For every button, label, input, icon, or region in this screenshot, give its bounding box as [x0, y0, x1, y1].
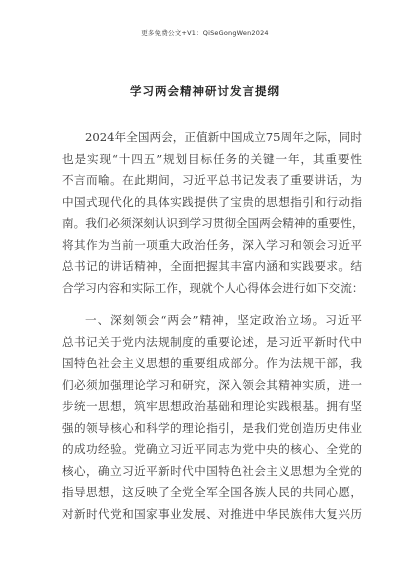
paragraph-1-line-2: 也是实现“十四五”规划目标任务的关键一年，其重要性: [62, 151, 362, 166]
paragraph-2-line-1: 一、深刻领会“两会”精神，坚定政治立场。习近平: [85, 313, 362, 327]
paragraph-gap: [62, 299, 362, 310]
paragraph-2-line-5: 步统一思想，筑牢思想政治基础和理论实践根基。拥有坚: [62, 399, 362, 413]
paragraph-1-line-7: 总书记的讲话精神，全面把握其丰富内涵和实践要求。结: [62, 259, 362, 273]
paragraph-2-line-7: 的成功经验。党确立习近平同志为党中央的核心、全党的: [62, 442, 362, 456]
paragraph-2-line-9: 指导思想，这反映了全党全军全国各族人民的共同心愿，: [62, 485, 362, 499]
paragraph-2-line-2: 总书记关于党内法规制度的重要论述，是习近平新时代中: [62, 334, 362, 349]
paragraph-1-line-3: 不言而喻。在此期间，习近平总书记发表了重要讲话，为: [62, 173, 362, 187]
header-note: 更多免费公文+V1：QiSeGongWen2024: [141, 29, 269, 37]
paragraph-2-line-4: 们必须加强理论学习和研究，深入领会其精神实质，进一: [62, 377, 362, 392]
paragraph-2-line-10: 对新时代党和国家事业发展、对推进中华民族伟大复兴历: [62, 506, 362, 521]
document-body: [62, 127, 362, 525]
paragraph-1-line-4: 中国式现代化的具体实践提供了宝贵的思想指引和行动指: [62, 194, 362, 209]
paragraph-1-line-6: 将其作为当前一项重大政治任务，深入学习和领会习近平: [62, 237, 362, 252]
paragraph-2-line-6: 强的领导核心和科学的理论指引，是我们党创造历史伟业: [62, 420, 362, 435]
paragraph-2-line-3: 国特色社会主义思想的重要组成部分。作为法规干部，我: [62, 356, 362, 370]
page-title: 学习两会精神研讨发言提纲: [130, 84, 280, 98]
paragraph-2-line-8: 核心，确立习近平新时代中国特色社会主义思想为全党的: [62, 463, 362, 478]
paragraph-1-line-1: 2024年全国两会，正值新中国成立75周年之际，同时: [85, 130, 362, 144]
paragraph-1-line-5: 南。我们必须深刻认识到学习贯彻全国两会精神的重要性，: [62, 216, 364, 230]
paragraph-1-line-8: 合学习内容和实际工作，现就个人心得体会进行如下交流：: [62, 280, 364, 295]
